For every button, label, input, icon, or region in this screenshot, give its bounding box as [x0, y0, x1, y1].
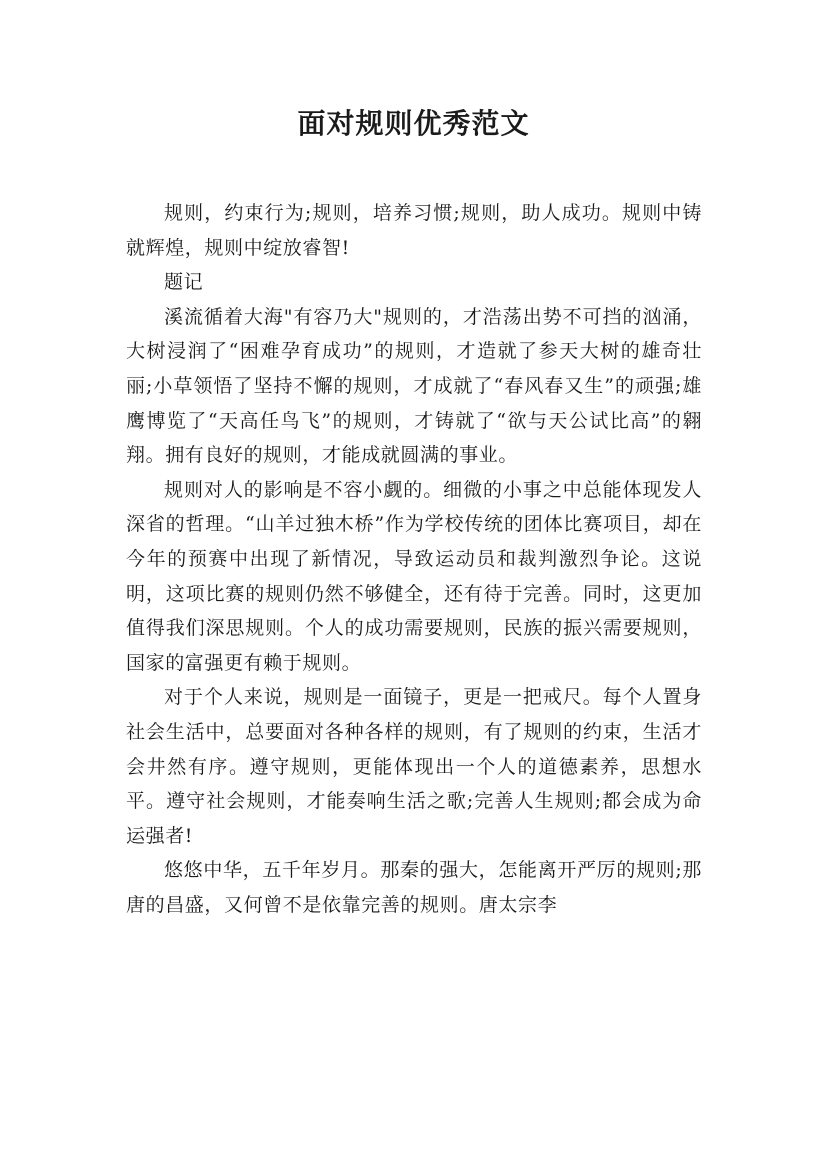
paragraph-intro: 规则，约束行为;规则，培养习惯;规则，助人成功。规则中铸就辉煌，规则中绽放睿智! [126, 202, 702, 259]
document-body [126, 196, 702, 922]
paragraph-epigraph-note: 题记 [164, 271, 204, 294]
paragraph-personal-rules: 对于个人来说，规则是一面镜子，更是一把戒尺。每个人置身社会生活中，总要面对各种各样的规则，有了规则的约束，生活才会井然有序。遵守规则，更能体现出一个人的道德素养，思想水平。遵守社会规则，才能奏响生活之歌;完善人生规则;都会成为命运强者! [126, 686, 702, 847]
paragraph-history: 悠悠中华，五千年岁月。那秦的强大，怎能离开严厉的规则;那唐的昌盛，又何曾不是依靠完善的规则。唐太宗李 [126, 859, 702, 916]
document-title: 面对规则优秀范文 [297, 107, 530, 140]
paragraph-rule-influence: 规则对人的影响是不容小觑的。细微的小事之中总能体现发人深省的哲理。“山羊过独木桥”作为学校传统的团体比赛项目，却在今年的预赛中出现了新情况，导致运动员和裁判激烈争论。这说明，这项比赛的规则仍然不够健全，还有待于完善。同时，这更加值得我们深思规则。个人的成功需要规则，民族的振兴需要规则，国家的富强更有赖于规则。 [126, 478, 702, 674]
paragraph-nature-rules: 溪流循着大海"有容乃大"规则的，才浩荡出势不可挡的汹涌，大树浸润了“困难孕育成功”的规则，才造就了参天大树的雄奇壮丽;小草领悟了坚持不懈的规则，才成就了“春风春又生”的顽强;雄鹰博览了“天高任鸟飞”的规则，才铸就了“欲与天公试比高”的翱翔。拥有良好的规则，才能成就圆满的事业。 [126, 305, 702, 467]
